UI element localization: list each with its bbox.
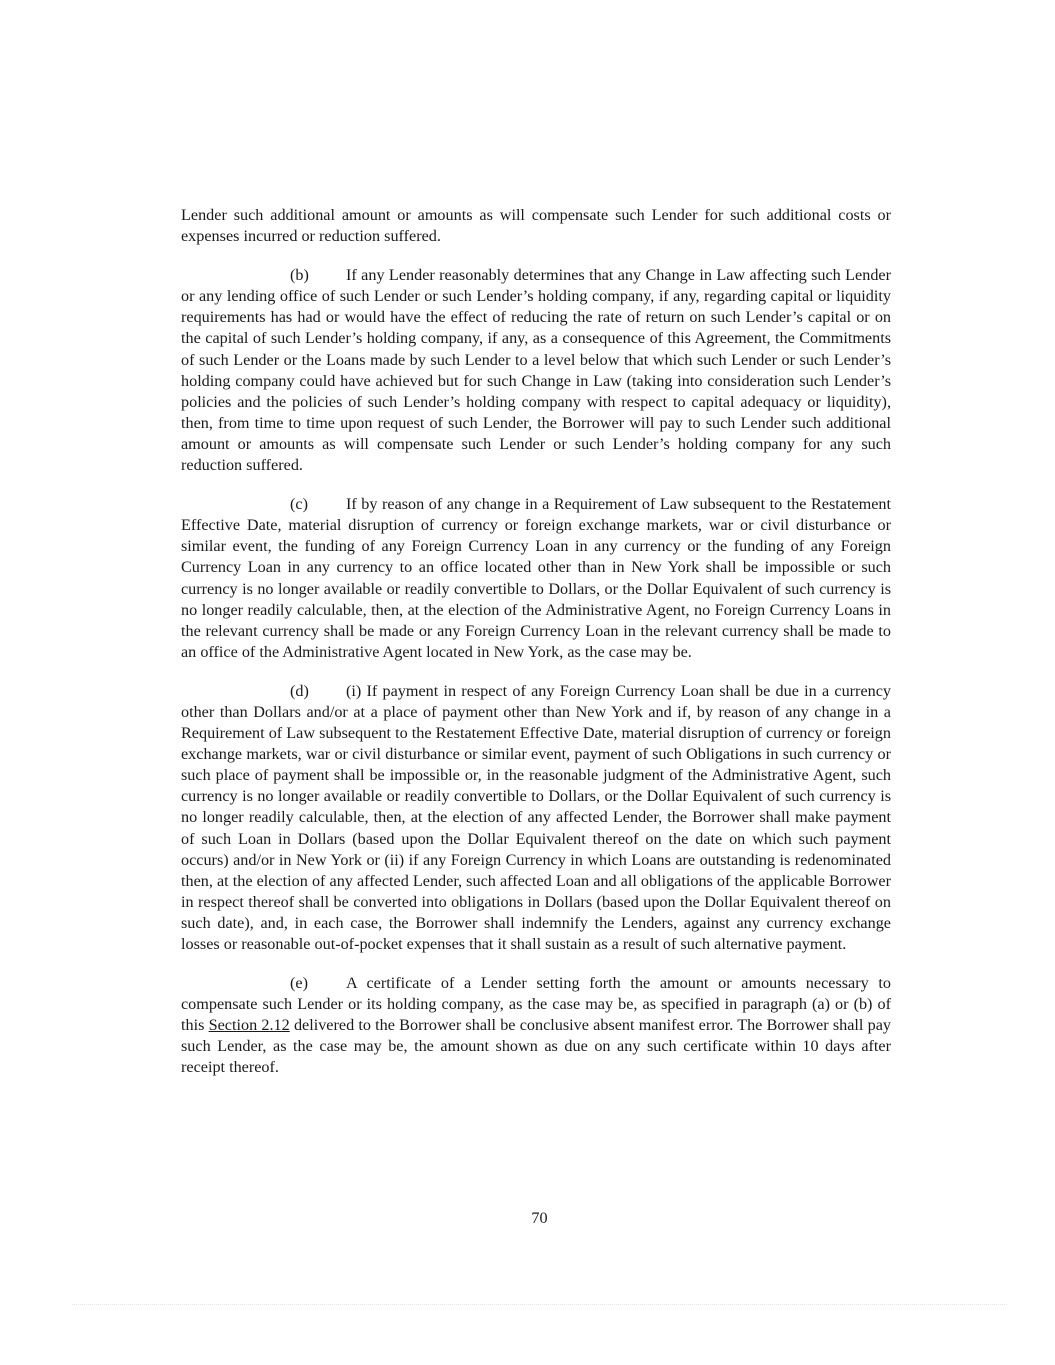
paragraph-text: delivered to the Borrower shall be conclusive absent manifest error. The Borrower shall pay such Lender, as the case may be, the amount shown as due on any such certificate within 10 days after receipt thereof. [181,1016,891,1077]
paragraph-text: If any Lender reasonably determines that any Change in Law affecting such Lender or any lending office of such Lender or such Lender’s holding company, if any, regarding capital or liquidity requirements has had or would have the effect of reducing the rate of return on such Lender’s capital or on the capital of such Lender’s holding company, if any, as a consequence of this Agreement, the Commitments of such Lender or the Loans made by such Lender to a level below that which such Lender or such Lender’s holding company could have achieved but for such Change in Law (taking into consideration such Lender’s policies and the policies of such Lender’s holding company with respect to capital adequacy or liquidity), then, from time to time upon request of such Lender, the Borrower will pay to such Lender such additional amount or amounts as will compensate such Lender or such Lender’s holding company for any such reduction suffered. [181,266,891,475]
paragraph-text: A certificate of a Lender setting forth the amount or amounts necessary to compensate such Lender or its holding company, as the case may be, as specified in paragraph (a) or (b) of this [181,974,891,1035]
section-reference: Section 2.12 [208,1016,290,1035]
paragraph-text: If by reason of any change in a Requirement of Law subsequent to the Restatement Effective Date, material disruption of currency or foreign exchange markets, war or civil disturbance or similar event, the funding of any Foreign Currency Loan in any currency or the funding of any Foreign Currency Loan in any currency to an office located other than in New York shall be impossible or such currency is no longer available or readily convertible to Dollars, or the Dollar Equivalent of such currency is no longer readily calculable, then, at the election of the Administrative Agent, no Foreign Currency Loans in the relevant currency shall be made or any Foreign Currency Loan in the relevant currency shall be made to an office of the Administrative Agent located in New York, as the case may be. [181,495,891,661]
paragraph-e [181,973,891,1078]
paragraph-label: (c) [290,495,308,514]
page-number: 70 [531,1209,548,1227]
page-bottom-divider [72,1304,1007,1305]
paragraph-text: (i) If payment in respect of any Foreign Currency Loan shall be due in a currency other than Dollars and/or at a place of payment other than New York and if, by reason of any change in a Requirement of Law subsequent to the Restatement Effective Date, material disruption of currency or foreign exchange markets, war or civil disturbance or similar event, payment of such Obligations in such currency or such place of payment shall be impossible or, in the reasonable judgment of the Administrative Agent, such currency is no longer available or readily convertible to Dollars, or the Dollar Equivalent of such currency is no longer readily calculable, then, at the election of any affected Lender, the Borrower shall make payment of such Loan in Dollars (based upon the Dollar Equivalent thereof on the date on which such payment occurs) and/or in New York or (ii) if any Foreign Currency in which Loans are outstanding is redenominated then, at the election of any affected Lender, such affected Loan and all obligations of the applicable Borrower in respect thereof shall be converted into obligations in Dollars (based upon the Dollar Equivalent thereof on such date), and, in each case, the Borrower shall indemnify the Lenders, against any currency exchange losses or reasonable out-of-pocket expenses that it shall sustain as a result of such alternative payment. [181,681,891,953]
paragraph-label: (e) [290,974,308,993]
paragraph-b [181,265,891,476]
continuation-paragraph: Lender such additional amount or amounts as will compensate such Lender for such additional costs or expenses incurred or reduction suffered. [181,206,891,246]
paragraph-label: (b) [290,266,309,285]
paragraph-c [181,494,891,663]
paragraph-label: (d) [290,681,309,700]
paragraph-d [181,681,891,955]
document-body [181,205,891,1097]
